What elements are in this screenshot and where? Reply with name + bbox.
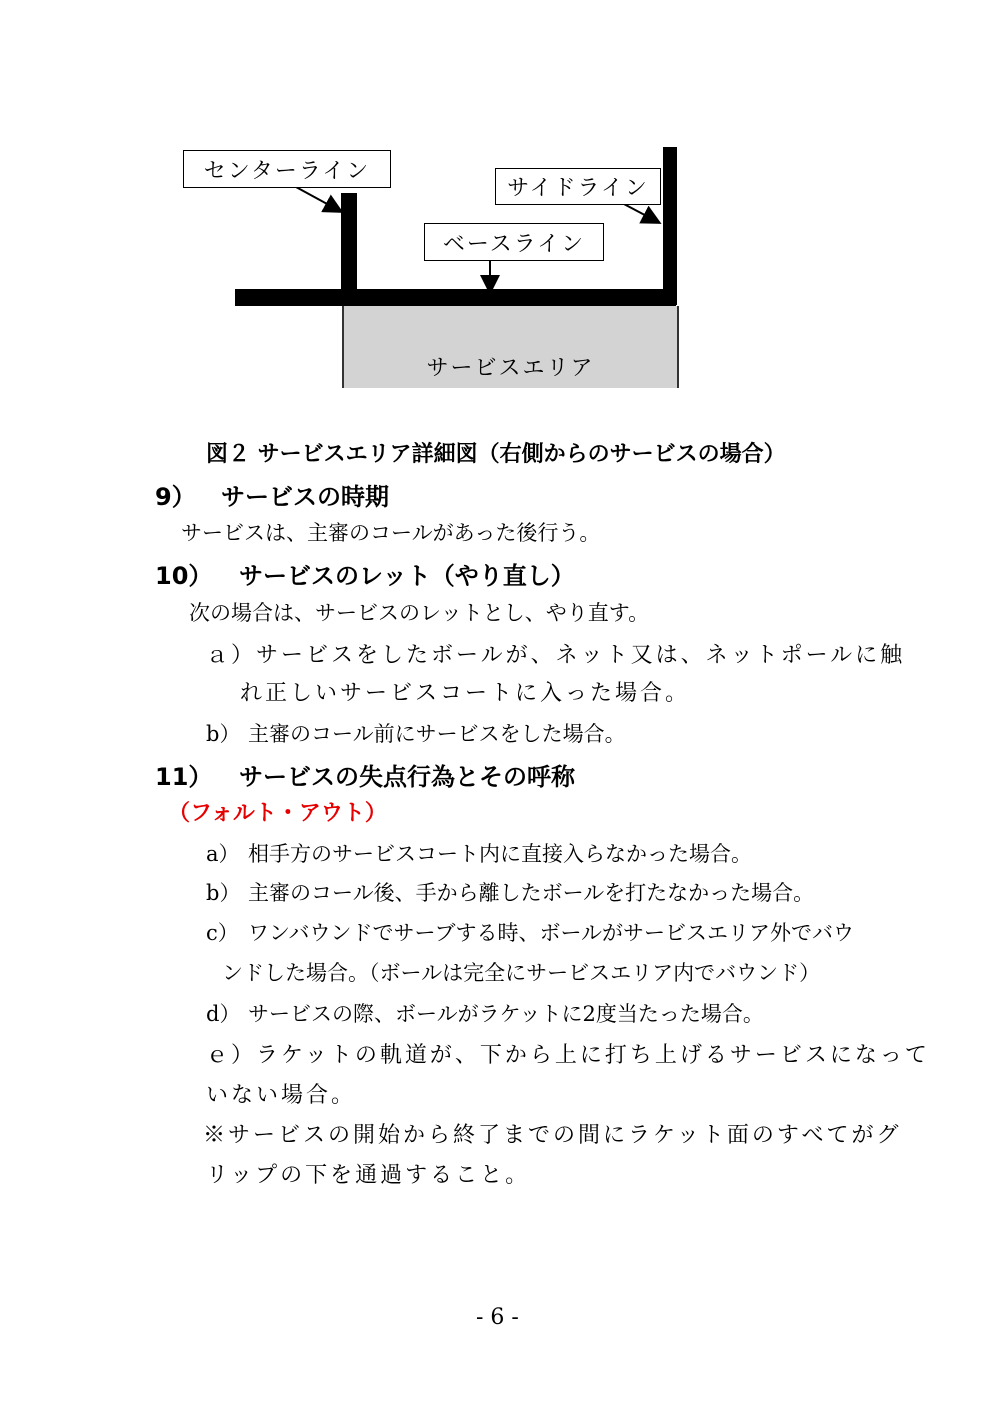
side-line-label [495, 168, 661, 205]
section-title: サービスのレット（やり直し） [239, 562, 575, 590]
base-line-label [424, 223, 604, 261]
section-11-subtitle: （フォルト・アウト） [168, 801, 387, 826]
list-item [206, 877, 814, 907]
item-text: サービスをしたボールが、ネット又は、ネットポールに触 [256, 643, 906, 668]
section-10-paragraph: 次の場合は、サービスのレットとし、やり直す。 [189, 601, 650, 625]
item-marker: b） [206, 722, 241, 746]
section-title: サービスの時期 [221, 483, 389, 511]
item-text: サービスの際、ボールがラケットに2度当たった場合。 [248, 1002, 764, 1026]
note-line: リップの下を通過すること。 [206, 1163, 531, 1188]
section-10-heading [155, 556, 575, 591]
item-marker: d） [206, 1002, 241, 1026]
list-item [206, 638, 905, 669]
side-line-arrow [622, 203, 658, 222]
list-item [206, 998, 764, 1028]
item-text: ラケットの軌道が、下から上に打ち上げるサービスになって [256, 1043, 930, 1068]
item-marker: ａ） [206, 643, 257, 668]
item-marker: c） [206, 921, 239, 945]
page-number: - 6 - [476, 1305, 519, 1330]
item-text: 主審のコール前にサービスをした場合。 [248, 722, 626, 746]
side-line-label-text: サイドライン [507, 176, 649, 201]
item-text: 相手方のサービスコート内に直接入らなかった場合。 [248, 842, 752, 866]
service-area-label: サービスエリア [426, 356, 595, 381]
item-marker: b） [206, 881, 241, 905]
list-item-continuation: ンドした場合。（ボールは完全にサービスエリア内でバウンド） [222, 961, 821, 985]
list-item [206, 1038, 930, 1069]
list-item [206, 838, 752, 868]
callout-arrows [0, 0, 992, 420]
section-number: 10） [155, 562, 213, 590]
center-line-arrow [296, 187, 340, 211]
section-11-heading [155, 757, 575, 792]
center-line-label [183, 150, 391, 188]
center-line-label-text: センターライン [203, 158, 371, 184]
item-text: 主審のコール後、手から離したボールを打たなかった場合。 [248, 881, 815, 905]
section-title: サービスの失点行為とその呼称 [239, 763, 575, 791]
list-item [206, 718, 626, 748]
item-text: ワンバウンドでサーブする時、ボールがサービスエリア外でバウ [248, 921, 855, 945]
note-line: ※サービスの開始から終了までの間にラケット面のすべてがグ [203, 1123, 902, 1148]
list-item [206, 917, 854, 947]
list-item-continuation: いない場合。 [206, 1083, 357, 1108]
base-line-label-text: ベースライン [442, 231, 586, 257]
section-9-heading [155, 477, 389, 512]
item-marker: a） [206, 842, 240, 866]
item-marker: ｅ） [206, 1043, 257, 1068]
list-item-continuation: れ正しいサービスコートに入った場合。 [240, 681, 691, 706]
section-number: 9） [155, 483, 196, 511]
section-9-paragraph: サービスは、主審のコールがあった後行う。 [181, 521, 601, 545]
section-number: 11） [155, 763, 213, 791]
figure-caption: 図２ サービスエリア詳細図（右側からのサービスの場合） [206, 442, 786, 467]
